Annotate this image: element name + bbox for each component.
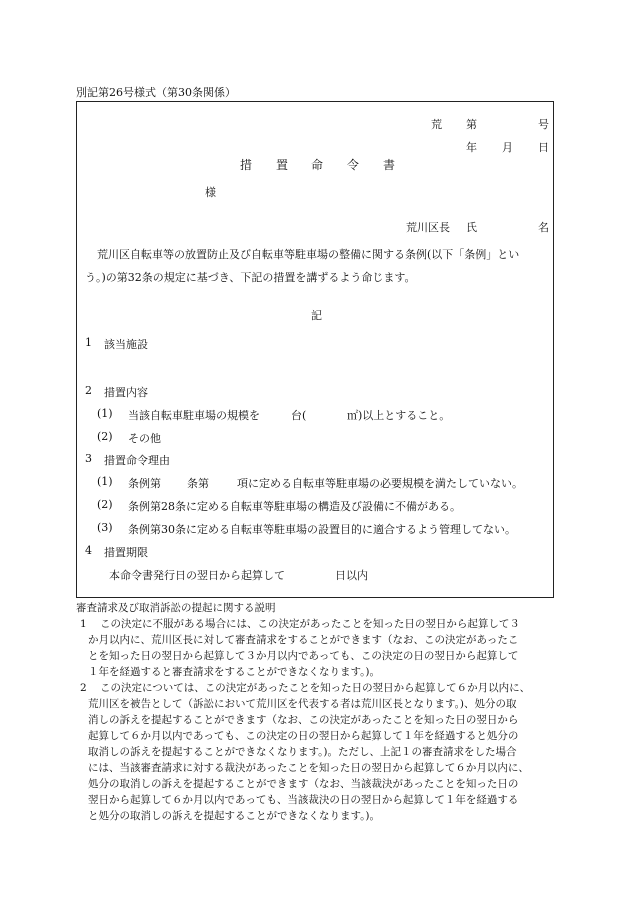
section-4-label: 措置期限	[104, 546, 148, 559]
section-1-number: 1	[85, 336, 92, 349]
issuer-position: 荒川区長	[406, 221, 450, 234]
notice-item-2-line-7: 処分の取消しの訴えを提起することができます（なお、当該裁決があったことを知った日の	[88, 778, 519, 790]
addressee-suffix: 様	[205, 186, 216, 199]
section-4-text-a: 本命令書発行日の翌日から起算して	[109, 569, 285, 582]
date-month-label: 月	[502, 141, 513, 154]
section-3-item-1-text-a: 条例第	[128, 477, 161, 490]
notice-item-2-line-8: 翌日から起算して６か月以内であっても、当該裁決の日の翌日から起算して１年を経過する	[88, 794, 519, 806]
number-char-go: 号	[538, 118, 549, 131]
number-char-ara: 荒	[431, 118, 442, 131]
notice-item-2-line-2: 荒川区を被告として（訴訟において荒川区を代表する者は荒川区長となります。)、処分の取	[88, 698, 517, 710]
section-3-item-1-text-b: 条第	[187, 477, 209, 490]
form-label: 別記第26号様式（第30条関係）	[76, 86, 236, 99]
section-4-text-b: 日以内	[335, 569, 368, 582]
notice-item-2-line-5: 取消しの訴えを提起することができなくなります。)。ただし、上記１の審査請求をした場合	[88, 746, 517, 758]
section-2-item-1-text-a: 当該自転車駐車場の規模を	[128, 409, 260, 422]
body-text-line-2: う。)の第32条の規定に基づき、下記の措置を講ずるよう命じます。	[85, 271, 416, 284]
notice-item-1-number: 1	[80, 618, 87, 630]
body-text-line-1: 荒川区自転車等の放置防止及び自転車等駐車場の整備に関する条例(以下「条例」とい	[97, 248, 520, 261]
issuer-name-char-1: 氏	[466, 221, 477, 234]
section-3-item-2-text: 条例第28条に定める自転車等駐車場の構造及び設備に不備がある。	[128, 500, 461, 513]
notice-item-2-line-4: 起算して６か月以内であっても、この決定の日の翌日から起算して１年を経過すると処分の	[88, 730, 519, 742]
ki-heading: 記	[311, 309, 322, 322]
notice-item-2-line-9: と処分の取消しの訴えを提起することができなくなります。)。	[88, 810, 381, 822]
notice-item-1-line-3: とを知った日の翌日から起算して３か月以内であっても、この決定の日の翌日から起算して	[88, 650, 519, 662]
title-char-3: 命	[311, 158, 324, 172]
section-3-number: 3	[85, 452, 92, 465]
section-3-item-1-number: (1)	[97, 475, 113, 488]
section-3-label: 措置命令理由	[104, 454, 170, 467]
section-3-item-2-number: (2)	[97, 498, 113, 511]
notice-heading: 審査請求及び取消訴訟の提起に関する説明	[76, 602, 276, 614]
notice-item-2-line-6: には、当該審査請求に対する裁決があったことを知った日の翌日から起算して６か月以内に、	[88, 762, 529, 774]
section-3-item-3-text: 条例第30条に定める自転車等駐車場の設置目的に適合するよう管理してない。	[128, 523, 516, 536]
title-char-4: 令	[347, 158, 360, 172]
title-char-1: 措	[240, 158, 253, 172]
notice-item-1-line-1: この決定に不服がある場合には、この決定があったことを知った日の翌日から起算して３	[100, 618, 520, 630]
section-2-item-1-text-c: ㎡)以上とすること。	[347, 409, 451, 422]
section-3-item-1-text-c: 項に定める自転車等駐車場の必要規模を満たしていない。	[237, 477, 523, 490]
section-2-item-1-number: (1)	[97, 407, 113, 420]
section-2-item-1-text-b: 台(	[291, 409, 307, 422]
section-2-item-2-text: その他	[128, 432, 161, 445]
date-year-label: 年	[466, 141, 477, 154]
date-day-label: 日	[538, 141, 549, 154]
section-1-label: 該当施設	[104, 338, 148, 351]
section-2-item-2-number: (2)	[97, 430, 113, 443]
section-3-item-3-number: (3)	[97, 521, 113, 534]
title-char-2: 置	[276, 158, 289, 172]
notice-item-2-line-1: この決定については、この決定があったことを知った日の翌日から起算して６か月以内に、	[100, 682, 531, 694]
notice-item-1-line-4: １年を経過すると審査請求をすることができなくなります。)。	[88, 666, 381, 678]
section-4-number: 4	[85, 544, 92, 557]
section-2-label: 措置内容	[104, 386, 148, 399]
title-char-5: 書	[383, 158, 396, 172]
issuer-name-char-2: 名	[538, 221, 549, 234]
notice-item-2-number: 2	[80, 682, 87, 694]
notice-item-2-line-3: 消しの訴えを提起することができます（なお、この決定があったことを知った日の翌日から	[88, 714, 519, 726]
number-char-dai: 第	[466, 118, 477, 131]
section-2-number: 2	[85, 384, 92, 397]
notice-item-1-line-2: か月以内に、荒川区長に対して審査請求をすることができます（なお、この決定があったこ	[88, 634, 519, 646]
